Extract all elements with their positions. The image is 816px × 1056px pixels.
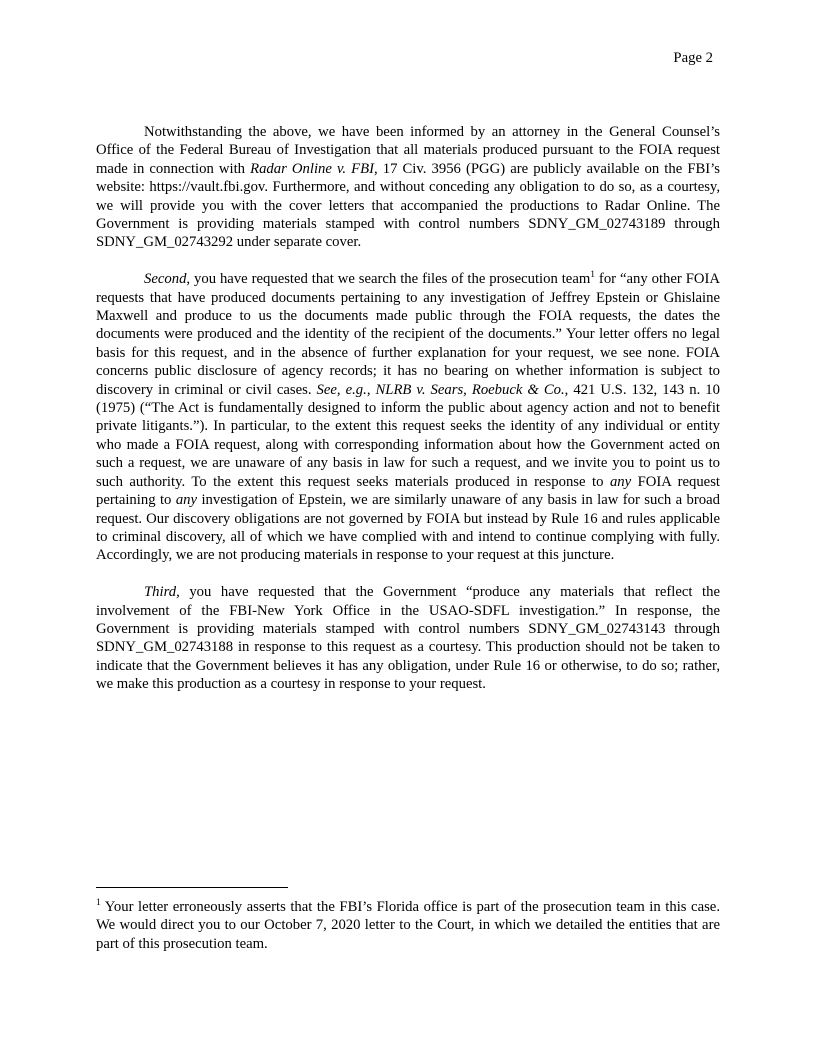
- letter-body: [96, 123, 720, 712]
- text: , 17 Civ. 3956 (PGG) are publicly available on the FBI’s website: https://vault.fbi.gov. Furthermore, and without conceding any obligation to do so, as a courtesy, we will provide you with the cover letters that accompanied the productions to Radar Online. The Government is providing materials stamped with control numbers SDNY_GM_02743189 through SDNY_GM_02743292 under separate cover.: [96, 160, 720, 251]
- paragraph-foia-materials: [96, 123, 720, 252]
- text: ,: [366, 381, 376, 398]
- text: FOIA request pertaining to: [96, 473, 720, 509]
- text: , 421 U.S. 132, 143 n. 10 (1975) (“The Act is fundamentally designed to inform the public about agency action and not to benefit private litigants.”). In particular, to the extent this request seeks the identity of any individual or entity who made a FOIA request, along with corresponding information about how the Government acted on such a request, we are unaware of any basis in law for such a request, and we invite you to point us to such authority. To the extent this request seeks materials produced in response to: [96, 381, 720, 490]
- footnote: [96, 898, 720, 953]
- text: for “any other FOIA requests that have produced documents pertaining to any investigation of Jeffrey Epstein or Ghislaine Maxwell and produce to us the documents made public through the FOIA requests, the dates the documents were produced and the identity of the recipient of the documents.” Your letter offers no legal basis for this request, and in the absence of further explanation for your request, we see none. FOIA concerns public disclosure of agency records; it has no bearing on whether information is subject to discovery in criminal or civil cases.: [96, 271, 720, 398]
- citation-signal: See, e.g.: [316, 381, 367, 398]
- paragraph-second-request: [96, 270, 720, 565]
- text: investigation of Epstein, we are similarly unaware of any basis in law for such a broad request. Our discovery obligations are not governed by FOIA but instead by Rule 16 and rules applicable to criminal discovery, all of which we have complied with and intend to continue complying with fully. Accordingly, we are not producing materials in response to your request at this juncture.: [96, 492, 720, 564]
- footnote-marker: 1: [96, 898, 101, 909]
- paragraph-third-request: [96, 583, 720, 693]
- third-lead: Third,: [144, 584, 180, 601]
- page-number: Page 2: [673, 50, 713, 66]
- text: Notwithstanding the above, we have been informed by an attorney in the General Counsel’s Office of the Federal Bureau of Investigation that all materials produced pursuant to the FOIA request made in connection with: [96, 124, 720, 177]
- text: you have requested that the Government “produce any materials that reflect the involvement of the FBI-New York Office in the USAO-SDFL investigation.” In response, the Government is providing materials stamped with control numbers SDNY_GM_02743143 through SDNY_GM_02743188 in response to this request as a courtesy. This production should not be taken to indicate that the Government believes it has any obligation, under Rule 16 or otherwise, to do so; rather, we make this production as a courtesy in response to your request.: [96, 584, 720, 693]
- text: , you have requested that we search the files of the prosecution team: [186, 271, 591, 288]
- case-name-nlrb: NLRB v. Sears, Roebuck & Co.: [375, 381, 565, 398]
- case-name-radar-online: Radar Online v. FBI: [250, 160, 374, 177]
- footnote-divider: [96, 887, 288, 888]
- footnote-text: Your letter erroneously asserts that the FBI’s Florida office is part of the prosecution team in this case. We would direct you to our October 7, 2020 letter to the Court, in which we detailed the entities that are part of this prosecution team.: [96, 899, 720, 952]
- footnote-reference: 1: [590, 270, 596, 281]
- second-lead: Second: [144, 271, 187, 288]
- emphasis-any: any: [175, 492, 198, 509]
- emphasis-any: any: [609, 473, 632, 490]
